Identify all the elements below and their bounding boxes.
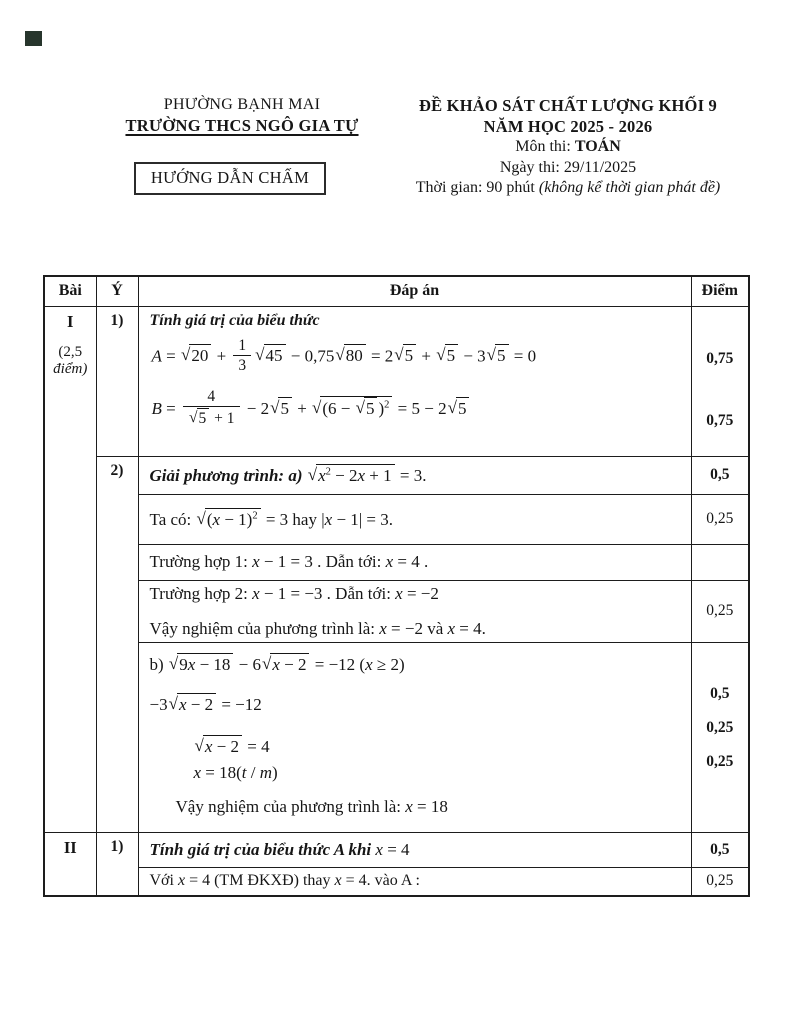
points-cell [691, 456, 749, 494]
math-formula: Vậy nghiệm của phương trình là: x = 18 [175, 797, 448, 817]
points-value: 0,25 [706, 872, 734, 890]
math-formula: −3√x − 2 = −12 [149, 693, 262, 714]
subject-value: TOÁN [574, 138, 621, 155]
exam-title: ĐỀ KHẢO SÁT CHẤT LƯỢNG KHỐI 9 [419, 96, 717, 115]
points-cell [691, 832, 749, 867]
table-row [44, 494, 749, 544]
math-formula-B: B = $\frac{4}{√5 + 1}$ − 2√5 + √(6 − √5 )$^2$ = 5 − 2√5 [148, 390, 685, 430]
col-header-bai: Bài [44, 276, 96, 306]
col-header-y: Ý [96, 276, 138, 306]
points-value: 0,25 [706, 752, 734, 770]
duration-note: (không kể thời gian phát đề) [538, 179, 721, 196]
col-header-diem: Điểm [691, 276, 749, 306]
math-formula: Trường hợp 2: x − 1 = −3 . Dẫn tới: x = −2 [149, 583, 439, 603]
points-value: 0,25 [706, 602, 734, 619]
table-row [44, 642, 749, 832]
answer-cell [138, 642, 691, 832]
math-formula: b) √9x − 18 − 6√x − 2 = −12 (x ≥ 2) [149, 653, 405, 674]
answer-cell [138, 306, 691, 456]
part-label-cell-I [44, 306, 96, 832]
points-cell [691, 494, 749, 544]
points-cell [691, 867, 749, 896]
part-label: I [67, 311, 74, 331]
answer-cell [138, 456, 691, 494]
table-row [44, 867, 749, 896]
subject-line [386, 137, 750, 158]
table-row [44, 456, 749, 494]
grading-guide-box: HƯỚNG DẪN CHẤM [134, 162, 326, 195]
school-year: NĂM HỌC 2025 - 2026 [483, 116, 653, 136]
points-value: 0,5 [710, 840, 730, 858]
points-cell [691, 580, 749, 642]
school-name: TRƯỜNG THCS NGÔ GIA TỰ [125, 116, 359, 135]
part-points-line2: điểm) [53, 360, 88, 377]
answer-cell [138, 544, 691, 580]
item-label-cell: 2) [96, 456, 138, 832]
math-formula: x = 18(t / m) [193, 763, 278, 783]
answer-cell [138, 832, 691, 867]
points-value: 0,5 [710, 684, 730, 702]
table-row [44, 580, 749, 642]
answer-title: Tính giá trị của biểu thức [149, 311, 320, 329]
school-header [92, 96, 392, 195]
math-formula-A: A = √20 + $\frac{1}{3}$ √45 − 0,75√80 = 2√5 + √5 − 3√5 = 0 [151, 336, 537, 374]
math-formula: Trường hợp 1: x − 1 = 3 . Dẫn tới: x = 4 . [149, 552, 429, 571]
exam-date: Ngày thi: 29/11/2025 [499, 158, 637, 176]
answer-cell [138, 494, 691, 544]
part-points-line1: (2,5 [58, 343, 83, 360]
subject-label: Môn thi: [515, 138, 575, 155]
points-cell [691, 642, 749, 832]
duration-label: Thời gian: 90 phút [415, 179, 539, 196]
points-value: 0,25 [706, 510, 734, 527]
math-formula: Giải phương trình: a) $√x^2 - 2x + 1 = 3$. [149, 464, 427, 485]
points-value: 0,75 [706, 349, 734, 367]
math-formula: Vậy nghiệm của phương trình là: x = −2 và x = 4. [149, 618, 486, 638]
ward-name: PHƯỜNG BẠNH MAI [163, 96, 321, 113]
points-cell [691, 544, 749, 580]
math-formula: √x − 2 = 4 [194, 736, 270, 756]
item-label-cell: 1) [96, 832, 138, 896]
math-formula: Với x = 4 (TM ĐKXĐ) thay x = 4. vào A : [149, 872, 420, 890]
table-row [44, 832, 749, 867]
math-formula: Tính giá trị của biểu thức A khi x = 4 [149, 839, 410, 859]
answer-table [43, 275, 750, 897]
table-row [44, 306, 749, 456]
duration-line [386, 178, 750, 199]
points-cell [691, 306, 749, 456]
answer-cell [138, 580, 691, 642]
table-row [44, 544, 749, 580]
part-label: II [63, 837, 77, 857]
item-label-cell: 1) [96, 306, 138, 456]
answer-table-wrap [43, 275, 750, 897]
col-header-dap-an: Đáp án [138, 276, 691, 306]
table-header-row [44, 276, 749, 306]
part-label-cell-II [44, 832, 96, 896]
points-value: 0,75 [706, 411, 734, 429]
points-value: 0,25 [706, 718, 734, 736]
exam-header [386, 96, 750, 199]
points-value: 0,5 [710, 466, 730, 483]
answer-cell [138, 867, 691, 896]
math-formula: Ta có: $√(x - 1)^2 = 3$ hay |x − 1| = 3. [149, 508, 394, 529]
corner-mark [25, 31, 42, 46]
